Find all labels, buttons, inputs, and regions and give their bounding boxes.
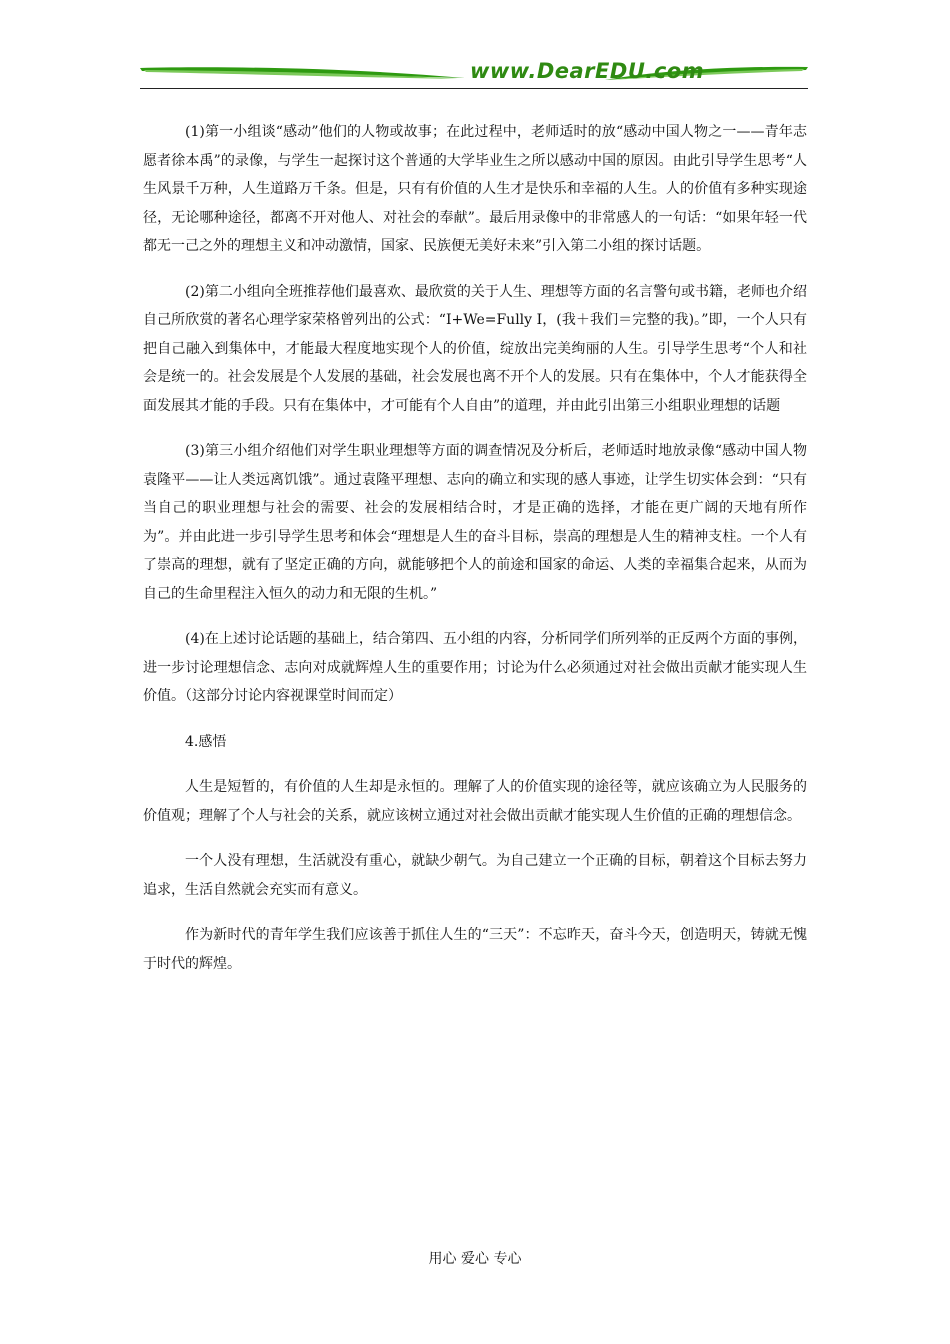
closing-paragraph-1: 人生是短暂的，有价值的人生却是永恒的。理解了人的价值实现的途径等，就应该确立为人民服务的价值观；理解了个人与社会的关系，就应该树立通过对社会做出贡献才能实现人生价值的正确的理想信念。 (143, 779, 807, 824)
paragraph-group-4: (4)在上述讨论话题的基础上，结合第四、五小组的内容，分析同学们所列举的正反两个方面的事例，进一步讨论理想信念、志向对成就辉煌人生的重要作用；讨论为什么必须通过对社会做出贡献才能实现人生价值。（这部分讨论内容视课堂时间而定） (143, 631, 807, 704)
page-footer: 用心 爱心 专心 (428, 1251, 522, 1267)
paragraph-group-1: (1)第一小组谈“感动”他们的人物或故事；在此过程中，老师适时的放“感动中国人物之一——青年志愿者徐本禹”的录像，与学生一起探讨这个普通的大学毕业生之所以感动中国的原因。由此引导学生思考“人生风景千万种，人生道路万千条。但是，只有有价值的人生才是快乐和幸福的人生。人的价值有多种实现途径，无论哪种途径，都离不开对他人、对社会的奉献”。最后用录像中的非常感人的一句话：“如果年轻一代都无一己之外的理想主义和冲动激情，国家、民族便无美好未来”引入第二小组的探讨话题。 (143, 124, 807, 254)
header-divider (140, 88, 808, 89)
paragraph-group-2: (2)第二小组向全班推荐他们最喜欢、最欣赏的关于人生、理想等方面的名言警句或书籍，老师也介绍自己所欣赏的著名心理学家荣格曾列出的公式：“I+We=Fully I，(我＋我们＝完整的我)。”即，一个人只有把自己融入到集体中，才能最大程度地实现个人的价值，绽放出完美绚丽的人生。引导学生思考“个人和社会是统一的。社会发展是个人发展的基础，社会发展也离不开个人的发展。只有在集体中，个人才能获得全面发展其才能的手段。只有在集体中，才可能有个人自由”的道理，并由此引出第三小组职业理想的话题 (143, 283, 807, 414)
document-body (143, 118, 807, 995)
closing-paragraph-3: 作为新时代的青年学生我们应该善于抓住人生的“三天”：不忘昨天，奋斗今天，创造明天，铸就无愧于时代的辉煌。 (143, 927, 807, 972)
site-logo: www.DearEDU.com (470, 59, 705, 83)
closing-paragraph-2: 一个人没有理想，生活就没有重心，就缺少朝气。为自己建立一个正确的目标，朝着这个目标去努力追求，生活自然就会充实而有意义。 (143, 853, 807, 898)
page-header (140, 56, 808, 92)
section-heading: 4.感悟 (185, 733, 227, 750)
paragraph-group-3: (3)第三小组介绍他们对学生职业理想等方面的调查情况及分析后，老师适时地放录像“感动中国人物袁隆平——让人类远离饥饿”。通过袁隆平理想、志向的确立和实现的感人事迹，让学生切实体会到：“只有当自己的职业理想与社会的需要、社会的发展相结合时，才是正确的选择，才能在更广阔的天地有所作为”。并由此进一步引导学生思考和体会“理想是人生的奋斗目标，崇高的理想是人生的精神支柱。一个人有了崇高的理想，就有了坚定正确的方向，就能够把个人的前途和国家的命运、人类的幸福集合起来，从而为自己的生命里程注入恒久的动力和无限的生机。” (143, 443, 807, 602)
